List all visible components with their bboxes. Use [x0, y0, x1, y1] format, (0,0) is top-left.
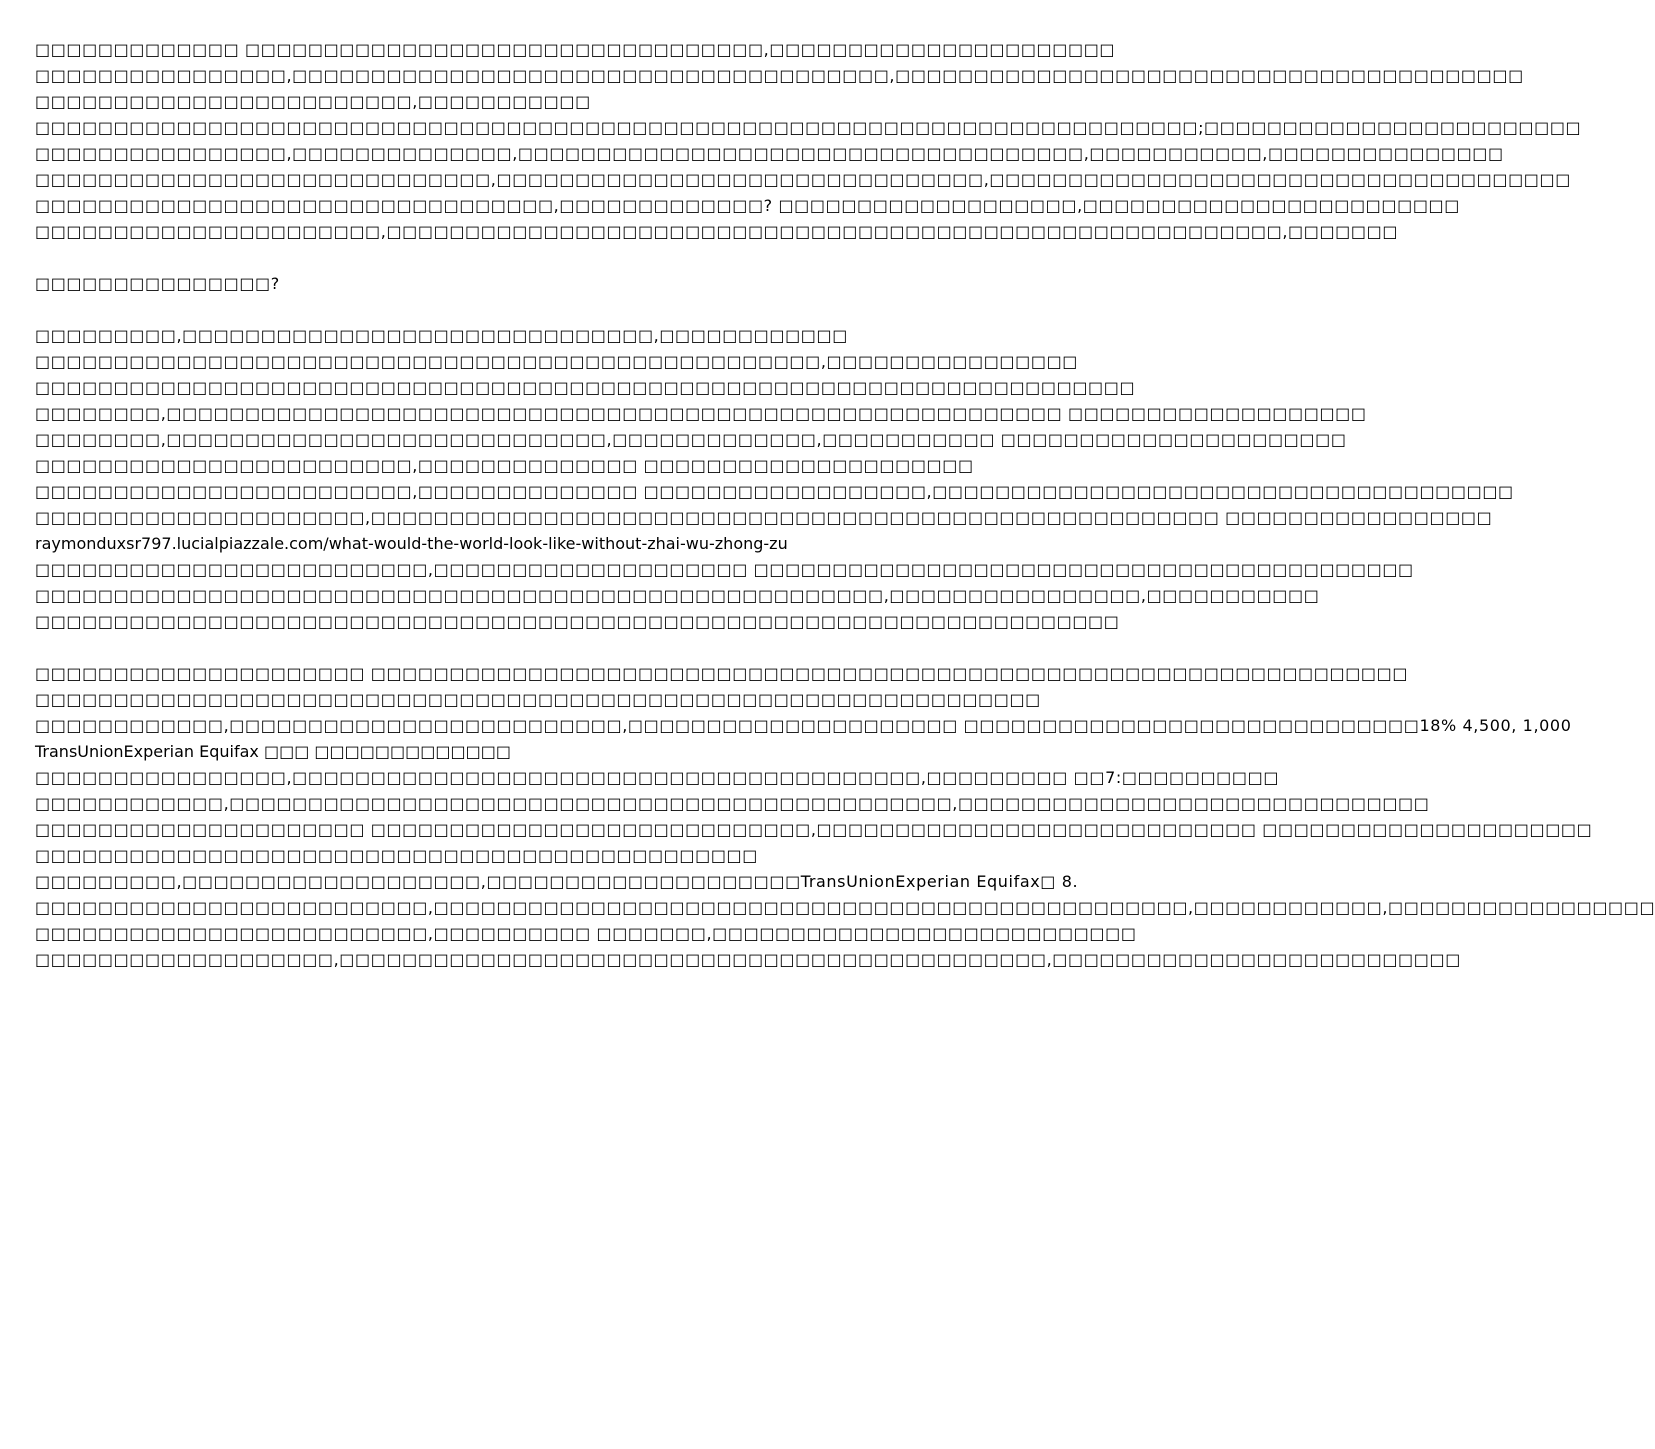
text-line: □□□□□□□□□□□□□□□□,□□□□□□□□□□□□□□□□□□□□□□□□□□□□□□□□□□□□□□□□,□□□□□□□□□ □□7:□□□□□□□□□□ [35, 768, 1280, 787]
text-line: □□□□□□□□□□□□□□□□□□□□□□□□□□□□□□□□□□□□□□□□□□□□□□□□□□,□□□□□□□□□□□□□□□□ [35, 352, 1079, 371]
text-line: □□□□□□□□□□□□□□□□,□□□□□□□□□□□□□□□□□□□□□□□□□□□□□□□□□□□□□□,□□□□□□□□□□□□□□□□□□□□□□□□□□□□□□□□□□□□□□□□ [35, 66, 1524, 85]
paragraph-spacer [35, 635, 990, 661]
paragraph-spacer [35, 297, 990, 323]
text-line: □□□□□□□□□□□□□□□□□□□,□□□□□□□□□□□□□□□□□□□□□□□□□□□□□□□□□□□□□□□□□□□□□,□□□□□□□□□□□□□□□□□□□□□□□□□□ [35, 950, 1461, 969]
text-line: □□□□□□□□□□□□□□□□□□□□□□□□□□□□□□□□□□□□□□□□□□□□□□□□□□□□□□,□□□□□□□□□□□□□□□□,□□□□□□□□□□□ [35, 586, 1320, 605]
text-line: □□□□□□□□□□□□□□□□□□□□□□□□□,□□□□□□□□□□□□□□□□□□□□□□□□□□□□□□□□□□□□□□□□□□□□□□□□,□□□□□□□□□□□□,□□□□□□□□□□□□□□□□□ [35, 898, 1655, 917]
text-line: □□□□□□□□□□□□□□□□□□□□□□□□□□□□□,□□□□□□□□□□□□□□□□□□□□□□□□□□□□□□□,□□□□□□□□□□□□□□□□□□□□□□□□□□□□□□□□□□□□□ [35, 170, 1571, 189]
section-heading: □□□□□□□□□□□□□□□? [35, 274, 280, 293]
text-line: □□□□□□□□□□□□□□□□□□□□□□□□□□□□□□□□□,□□□□□□□□□□□□□? □□□□□□□□□□□□□□□□□□□,□□□□□□□□□□□□□□□□□□□□□□□□ [35, 196, 1460, 215]
text-line: □□□□□□□□□□□□□□□□,□□□□□□□□□□□□□□,□□□□□□□□□□□□□□□□□□□□□□□□□□□□□□□□□□□□,□□□□□□□□□□□,□□□□□□□□□□□□□□□ [35, 144, 1504, 163]
paragraph-intro [35, 37, 1582, 245]
text-line: □□□□□□□□□□□□□□□□□□□□□□□□□,□□□□□□□□□□□□□□□□□□□□ □□□□□□□□□□□□□□□□□□□□□□□□□□□□□□□□□□□□□□□□□□ [35, 560, 1414, 579]
text-line: □□□□□□□□□□□□□□□□□□□□□,□□□□□□□□□□□□□□□□□□□□□□□□□□□□□□□□□□□□□□□□□□□□□□□□□□□□□□ □□□□□□□□□□□□□□□□□ [35, 508, 1493, 527]
text-line: □□□□□□□□□□□□□□□□□□□□□□,□□□□□□□□□□□□□□□□□□□□□□□□□□□□□□□□□□□□□□□□□□□□□□□□□□□□□□□□□,□□□□□□□ [35, 222, 1399, 241]
text-line: □□□□□□□□□□□□□□□□□□□□□□□□□□□□□□□□□□□□□□□□□□□□□□□□□□□□□□□□□□□□□□□□□□□□□□□□□□;□□□□□□□□□□□□□□□□□□□□□□□□ [35, 118, 1582, 137]
text-line: □□□□□□□□□□□□,□□□□□□□□□□□□□□□□□□□□□□□□□,□□□□□□□□□□□□□□□□□□□□□ □□□□□□□□□□□□□□□□□□□□□□□□□□□□□18% 4,500, 1,000 [35, 716, 1572, 735]
text-line: □□□□□□□□□,□□□□□□□□□□□□□□□□□□□□□□□□□□□□□□,□□□□□□□□□□□□ [35, 326, 848, 345]
paragraph-spacer [35, 245, 990, 271]
text-line: □□□□□□□□□□□□□□□□□□□□□□□□,□□□□□□□□□□□□□□ □□□□□□□□□□□□□□□□□□,□□□□□□□□□□□□□□□□□□□□□□□□□□□□□□□□□□□□□ [35, 482, 1514, 501]
text-line: □□□□□□□□□□□□□□□□□□□□□□□□,□□□□□□□□□□□□□□ □□□□□□□□□□□□□□□□□□□□□ [35, 456, 974, 475]
text-line: □□□□□□□□□□□□□□□□□□□□□□□□□□□□□□□□□□□□□□□□□□□□□□□□□□□□□□□□□□□□□□□□□□□□□ [35, 612, 1120, 631]
paragraph-body-2 [35, 661, 1655, 973]
text-line: □□□□□□□□,□□□□□□□□□□□□□□□□□□□□□□□□□□□□,□□□□□□□□□□□□□,□□□□□□□□□□□ □□□□□□□□□□□□□□□□□□□□□□ [35, 430, 1347, 449]
text-line: □□□□□□□□□□□□□□□□□□□□□□□□□□□□□□□□□□□□□□□□□□□□□□□□□□□□□□□□□□□□□□□□□□□□□□ [35, 378, 1136, 397]
text-line: □□□□□□□□□□□□□□□□□□□□□ □□□□□□□□□□□□□□□□□□□□□□□□□□□□□□□□□□□□□□□□□□□□□□□□□□□□□□□□□□□□□□□□□□ [35, 664, 1409, 683]
text-line: □□□□□□□□□□□□□□□□□□□□□□□□,□□□□□□□□□□□ [35, 92, 591, 111]
document-page [35, 37, 1655, 973]
paragraph-heading [35, 271, 990, 297]
text-line: □□□□□□□□,□□□□□□□□□□□□□□□□□□□□□□□□□□□□□□□□□□□□□□□□□□□□□□□□□□□□□□□□□ □□□□□□□□□□□□□□□□□□□ [35, 404, 1367, 423]
paragraph-body-1 [35, 323, 1514, 635]
text-line: □□□□□□□□□□□□□□□□□□□□□ □□□□□□□□□□□□□□□□□□□□□□□□□□□□,□□□□□□□□□□□□□□□□□□□□□□□□□□□□ □□□□□□□□□□□□□□□□□□□□□ [35, 820, 1593, 839]
text-line: □□□□□□□□□□□□,□□□□□□□□□□□□□□□□□□□□□□□□□□□□□□□□□□□□□□□□□□□□□□,□□□□□□□□□□□□□□□□□□□□□□□□□□□□□□ [35, 794, 1430, 813]
text-line: □□□□□□□□□□□□□□□□□□□□□□□□□□□□□□□□□□□□□□□□□□□□□□ [35, 846, 758, 865]
url-text: raymonduxsr797.lucialpiazzale.com/what-would-the-world-look-like-without-zhai-wu-zhong-zu [35, 534, 788, 553]
text-line: □□□□□□□□□,□□□□□□□□□□□□□□□□□□□,□□□□□□□□□□□□□□□□□□□□TransUnionExperian Equifax□ 8. [35, 872, 1079, 891]
text-line: □□□□□□□□□□□□□□□□□□□□□□□□□□□□□□□□□□□□□□□□□□□□□□□□□□□□□□□□□□□□□□□□ [35, 690, 1041, 709]
text-line: TransUnionExperian Equifax □□□ □□□□□□□□□□□□□ [35, 742, 511, 761]
text-line: □□□□□□□□□□□□□ □□□□□□□□□□□□□□□□□□□□□□□□□□□□□□□□□,□□□□□□□□□□□□□□□□□□□□□□ [35, 40, 1116, 59]
text-line: □□□□□□□□□□□□□□□□□□□□□□□□□,□□□□□□□□□□ □□□□□□□,□□□□□□□□□□□□□□□□□□□□□□□□□□□ [35, 924, 1137, 943]
